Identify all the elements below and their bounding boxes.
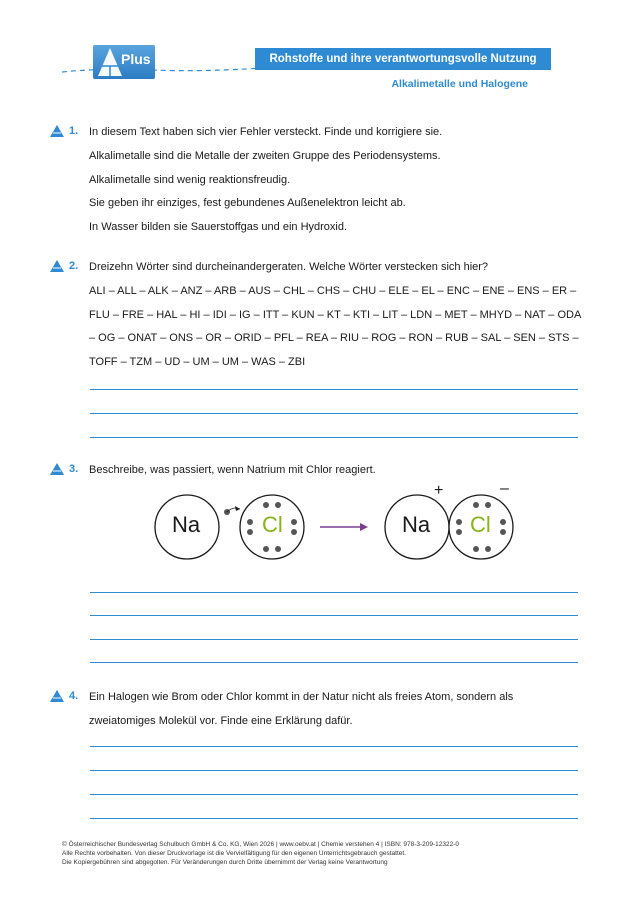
na-ion-label: Na <box>402 512 431 537</box>
pyramid-logo-icon <box>96 46 124 78</box>
answer-line[interactable] <box>90 437 578 438</box>
answer-line[interactable] <box>90 615 578 616</box>
task-text: In Wasser bilden sie Sauerstoffgas und ein Hydroxid. <box>89 221 348 233</box>
task-text: Beschreibe, was passiert, wenn Natrium mit Chlor reagiert. <box>89 464 376 476</box>
word-list: TOFF – TZM – UD – UM – UM – WAS – ZBI <box>89 356 306 368</box>
answer-line[interactable] <box>90 639 578 640</box>
cl-label: Cl <box>262 512 283 537</box>
footer-copyright: © Österreichischer Bundesverlag Schulbuch GmbH & Co. KG, Wien 2026 | www.oebv.at | Chemie verstehen 4 | ISBN: 978-3-209-12322-0 <box>62 841 460 848</box>
page-subtitle: Alkalimetalle und Halogene <box>391 78 528 90</box>
task-number: 1. <box>69 125 79 137</box>
answer-line[interactable] <box>90 770 578 771</box>
logo-label: Plus <box>121 51 151 67</box>
task-text: Alkalimetalle sind wenig reaktionsfreudig. <box>89 174 291 186</box>
word-list: – OG – ONAT – ONS – OR – ORID – PFL – REA – RIU – ROG – RON – RUB – SAL – SEN – STS – <box>89 332 579 344</box>
task-level-icon <box>50 260 64 272</box>
task-text: In diesem Text haben sich vier Fehler versteckt. Finde und korrigiere sie. <box>89 126 443 138</box>
footer-rights: Alle Rechte vorbehalten. Von dieser Druckvorlage ist die Vervielfältigung für den eigenen Unterrichtsgebrauch gestattet. <box>62 850 406 857</box>
answer-line[interactable] <box>90 592 578 593</box>
footer-note: Die Kopiergebühren sind abgegolten. Für Veränderungen durch Dritte übernimmt der Verlag keine Verantwortung <box>62 859 388 866</box>
task-text: Alkalimetalle sind die Metalle der zweiten Gruppe des Periodensystems. <box>89 150 441 162</box>
task-level-icon <box>50 463 64 475</box>
task-number: 3. <box>69 463 79 475</box>
task-level-icon <box>50 690 64 702</box>
task-number: 4. <box>69 690 79 702</box>
task-text: Dreizehn Wörter sind durcheinandergeraten. Welche Wörter verstecken sich hier? <box>89 261 489 273</box>
task-number: 2. <box>69 260 79 272</box>
answer-line[interactable] <box>90 662 578 663</box>
na-label: Na <box>172 512 201 537</box>
answer-line[interactable] <box>90 413 578 414</box>
task-text: zweiatomiges Molekül vor. Finde eine Erklärung dafür. <box>89 715 353 727</box>
word-list: FLU – FRE – HAL – HI – IDI – IG – ITT – KUN – KT – KTI – LIT – LDN – MET – MHYD – NAT – ODA <box>89 309 582 321</box>
cl-ion-label: Cl <box>470 512 491 537</box>
task-level-icon <box>50 125 64 137</box>
plus-charge: + <box>434 482 444 499</box>
answer-line[interactable] <box>90 389 578 390</box>
answer-line[interactable] <box>90 818 578 819</box>
minus-charge: – <box>500 480 509 497</box>
answer-line[interactable] <box>90 794 578 795</box>
task-text: Ein Halogen wie Brom oder Chlor kommt in der Natur nicht als freies Atom, sondern als <box>89 691 514 703</box>
answer-line[interactable] <box>90 746 578 747</box>
word-list: ALI – ALL – ALK – ANZ – ARB – AUS – CHL – CHS – CHU – ELE – EL – ENC – ENE – ENS – ER – <box>89 285 577 297</box>
task-text: Sie geben ihr einziges, fest gebundenes Außenelektron leicht ab. <box>89 197 406 209</box>
page-title: Rohstoffe und ihre verantwortungsvolle Nutzung <box>255 48 551 70</box>
